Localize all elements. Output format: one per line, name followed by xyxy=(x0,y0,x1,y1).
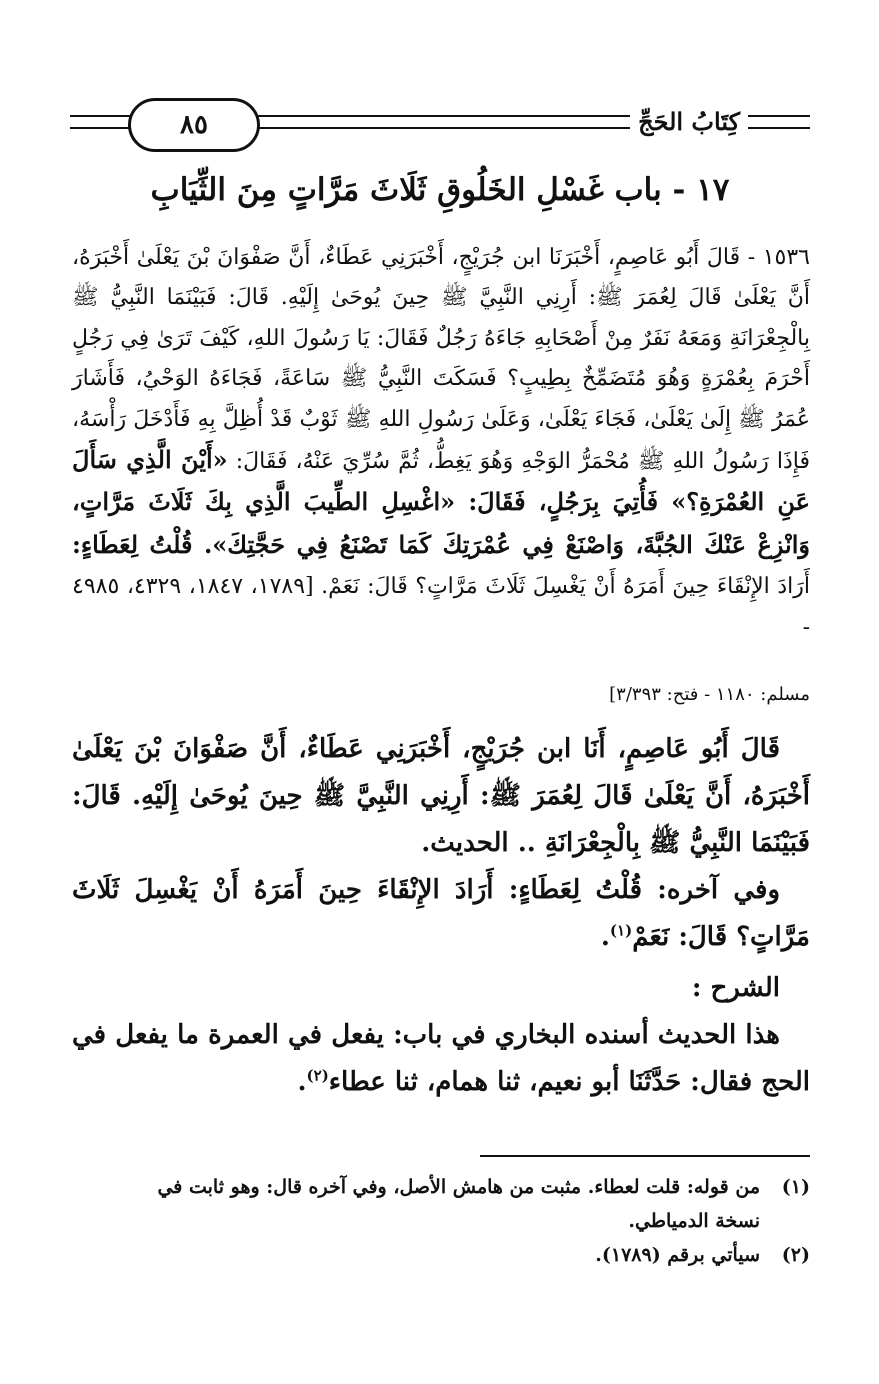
hadith-text-part2: أَرَادَ الإِنْقَاءَ حِينَ أَمَرَهُ أَنْ يَغْسِلَ ثَلَاثَ مَرَّاتٍ؟ قَالَ: نَعَمْ. [١٧٨٩، ١٨٤٧، ٤٣٢٩، ٤٩٨٥ - xyxy=(72,574,810,640)
hadith-text xyxy=(72,238,810,648)
chapter-title: ١٧ - باب غَسْلِ الخَلُوقِ ثَلَاثَ مَرَّاتٍ مِنَ الثِّيَابِ xyxy=(150,172,730,208)
footnote-1-number: (١) xyxy=(781,1176,810,1198)
sharh-heading: الشرح : xyxy=(691,973,780,1003)
footnote-1-line2: نسخة الدمياطي. xyxy=(628,1210,760,1232)
commentary-paragraph-2-end: . xyxy=(600,922,610,952)
footnote-2-number: (٢) xyxy=(781,1244,810,1266)
footnote-divider xyxy=(480,1155,810,1157)
footnote-1 xyxy=(72,1170,810,1204)
hadith-text-bold: «أَيْنَ الَّذِي سَأَلَ عَنِ العُمْرَةِ؟» فَأُتِيَ بِرَجُلٍ، فَقَالَ: «اغْسِلِ الطِّيبَ الَّذِي بِكَ ثَلَاثَ مَرَّاتٍ، وَانْزِعْ عَنْكَ الجُبَّةَ، وَاصْنَعْ فِي عُمْرَتِكَ كَمَا تَصْنَعُ فِي حَجَّتِكَ». قُلْتُ لِعَطَاءٍ: xyxy=(72,445,810,559)
footnote-2-line1: سيأتي برقم (١٧٨٩). xyxy=(595,1244,760,1266)
footnote-ref-2: (٢) xyxy=(306,1066,329,1085)
commentary-paragraph-2 xyxy=(72,867,810,961)
commentary-paragraph-3-end: . xyxy=(297,1067,307,1097)
commentary-paragraph-3 xyxy=(72,1012,810,1106)
page-number: ٨٥ xyxy=(128,98,260,152)
commentary-paragraph-1: قَالَ أَبُو عَاصِمٍ، أَنَا ابن جُرَيْجٍ، أَخْبَرَنِي عَطَاءٌ، أَنَّ صَفْوَانَ بْنَ يَعْلَىٰ أَخْبَرَهُ، أَنَّ يَعْلَىٰ قَالَ لِعُمَرَ ﷺ: أَرِنِي النَّبِيَّ ﷺ حِينَ يُوحَىٰ إِلَيْهِ. قَالَ: فَبَيْنَمَا النَّبِيُّ ﷺ بِالْجِعْرَانَةِ .. الحديث. xyxy=(72,734,810,858)
book-title: كِتَابُ الحَجِّ xyxy=(630,107,748,136)
footnote-2 xyxy=(72,1238,810,1272)
footnote-ref-1: (١) xyxy=(609,921,633,940)
footnote-1-line1: من قوله: قلت لعطاء. مثبت من هامش الأصل، وفي آخره قال: وهو ثابت في xyxy=(157,1176,760,1198)
commentary-paragraph-3-text: هذا الحديث أسنده البخاري في باب: يفعل في العمرة ما يفعل في الحج فقال: حَدَّثَنَا أبو نعيم، ثنا همام، ثنا عطاء xyxy=(72,1020,810,1097)
footnotes xyxy=(72,1170,810,1272)
page-header xyxy=(70,95,810,155)
commentary-paragraph-2-text: وفي آخره: قُلْتُ لِعَطَاءٍ: أَرَادَ الإِنْقَاءَ حِينَ أَمَرَهُ أَنْ يَغْسِلَ ثَلَاثَ مَرَّاتٍ؟ قَالَ: نَعَمْ xyxy=(72,875,810,952)
commentary xyxy=(72,726,810,1106)
hadith-text-part1: ١٥٣٦ - قَالَ أَبُو عَاصِمٍ، أَخْبَرَنَا ابن جُرَيْجٍ، أَخْبَرَنِي عَطَاءٌ، أَنَّ صَفْوَانَ بْنَ يَعْلَىٰ أَخْبَرَهُ، أَنَّ يَعْلَىٰ قَالَ لِعُمَرَ ﷺ: أَرِنِي النَّبِيَّ ﷺ حِينَ يُوحَىٰ إِلَيْهِ. قَالَ: فَبَيْنَمَا النَّبِيُّ ﷺ بِالْجِعْرَانَةِ وَمَعَهُ نَفَرٌ مِنْ أَصْحَابِهِ جَاءَهُ رَجُلٌ فَقَالَ: يَا رَسُولَ اللهِ، كَيْفَ تَرَىٰ فِي رَجُلٍ أَحْرَمَ بِعُمْرَةٍ وَهُوَ مُتَضَمِّخٌ بِطِيبٍ؟ فَسَكَتَ النَّبِيُّ ﷺ سَاعَةً، فَجَاءَهُ الوَحْيُ، فَأَشَارَ عُمَرُ ﷺ إِلَىٰ يَعْلَىٰ، فَجَاءَ يَعْلَىٰ، وَعَلَىٰ رَسُولِ اللهِ ﷺ ثَوْبٌ قَدْ أُظِلَّ بِهِ فَأَدْخَلَ رَأْسَهُ، فَإِذَا رَسُولُ اللهِ ﷺ مُحْمَرُّ الوَجْهِ وَهُوَ يَغِطُّ، ثُمَّ سُرِّيَ عَنْهُ، فَقَالَ: xyxy=(72,245,810,475)
hadith-references: مسلم: ١١٨٠ - فتح: ٣/٣٩٣] xyxy=(609,684,810,705)
